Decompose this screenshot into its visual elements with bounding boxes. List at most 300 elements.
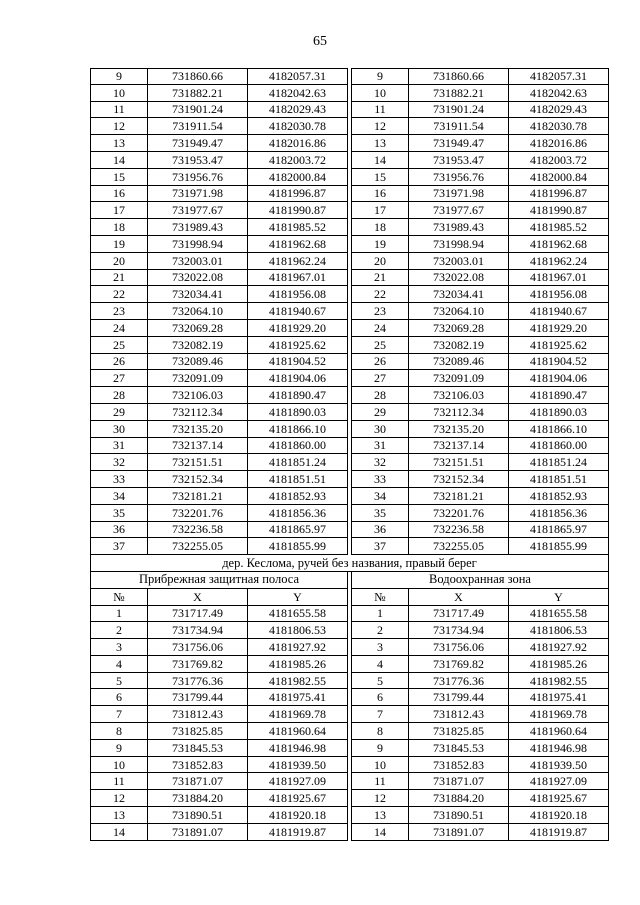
x-coordinate: 731860.66 <box>409 68 509 85</box>
x-coordinate: 731977.67 <box>409 202 509 219</box>
table-row <box>90 522 609 539</box>
table-row <box>90 169 609 186</box>
x-coordinate: 731734.94 <box>148 622 248 639</box>
x-coordinate: 732255.05 <box>148 538 248 555</box>
point-number: 1 <box>90 606 148 623</box>
x-coordinate: 731956.76 <box>148 169 248 186</box>
y-coordinate: 4181962.68 <box>509 236 609 253</box>
point-number: 26 <box>351 354 409 371</box>
y-coordinate: 4181967.01 <box>248 270 348 287</box>
point-number: 32 <box>90 454 148 471</box>
y-coordinate: 4181865.97 <box>248 522 348 539</box>
point-number: 29 <box>90 404 148 421</box>
x-coordinate: 732091.09 <box>409 370 509 387</box>
y-coordinate: 4181969.78 <box>248 706 348 723</box>
coordinates-table-continued <box>90 68 609 555</box>
point-number: 15 <box>90 169 148 186</box>
y-coordinate: 4181927.92 <box>248 639 348 656</box>
x-coordinate: 731884.20 <box>409 790 509 807</box>
point-number: 6 <box>90 689 148 706</box>
x-coordinate: 731734.94 <box>409 622 509 639</box>
table-row <box>90 102 609 119</box>
point-number: 23 <box>90 303 148 320</box>
table-row <box>90 152 609 169</box>
header-number: № <box>90 589 148 606</box>
y-coordinate: 4181904.52 <box>248 354 348 371</box>
y-coordinate: 4181919.87 <box>509 824 609 841</box>
x-coordinate: 732022.08 <box>148 270 248 287</box>
y-coordinate: 4181975.41 <box>509 689 609 706</box>
y-coordinate: 4181865.97 <box>509 522 609 539</box>
page-number: 65 <box>313 34 327 49</box>
x-coordinate: 731953.47 <box>409 152 509 169</box>
x-coordinate: 731882.21 <box>148 85 248 102</box>
y-coordinate: 4181855.99 <box>509 538 609 555</box>
y-coordinate: 4181890.03 <box>248 404 348 421</box>
table-row <box>90 186 609 203</box>
table-row <box>90 488 609 505</box>
table-row <box>90 723 609 740</box>
x-coordinate: 732106.03 <box>409 387 509 404</box>
y-coordinate: 4181967.01 <box>509 270 609 287</box>
x-coordinate: 732152.34 <box>409 471 509 488</box>
point-number: 37 <box>90 538 148 555</box>
table-row <box>90 85 609 102</box>
y-coordinate: 4181927.09 <box>509 773 609 790</box>
table-row <box>90 118 609 135</box>
point-number: 25 <box>351 337 409 354</box>
x-coordinate: 732201.76 <box>409 505 509 522</box>
x-coordinate: 731977.67 <box>148 202 248 219</box>
point-number: 26 <box>90 354 148 371</box>
y-coordinate: 4181956.08 <box>509 286 609 303</box>
table-row <box>90 202 609 219</box>
point-number: 22 <box>90 286 148 303</box>
point-number: 32 <box>351 454 409 471</box>
table-row <box>90 757 609 774</box>
point-number: 14 <box>351 824 409 841</box>
point-number: 27 <box>351 370 409 387</box>
x-coordinate: 732034.41 <box>409 286 509 303</box>
point-number: 35 <box>351 505 409 522</box>
x-coordinate: 731882.21 <box>409 85 509 102</box>
point-number: 3 <box>351 639 409 656</box>
point-number: 4 <box>90 656 148 673</box>
point-number: 36 <box>90 522 148 539</box>
x-coordinate: 731860.66 <box>148 68 248 85</box>
table-row <box>90 689 609 706</box>
x-coordinate: 731998.94 <box>148 236 248 253</box>
y-coordinate: 4181946.98 <box>248 740 348 757</box>
section-header-row <box>90 589 609 606</box>
point-number: 11 <box>351 773 409 790</box>
table-row <box>90 706 609 723</box>
x-coordinate: 732064.10 <box>409 303 509 320</box>
y-coordinate: 4182016.86 <box>248 135 348 152</box>
y-coordinate: 4181860.00 <box>509 438 609 455</box>
point-number: 36 <box>351 522 409 539</box>
point-number: 23 <box>351 303 409 320</box>
y-coordinate: 4181904.06 <box>248 370 348 387</box>
point-number: 13 <box>351 135 409 152</box>
point-number: 30 <box>351 421 409 438</box>
y-coordinate: 4182016.86 <box>509 135 609 152</box>
table-row <box>90 270 609 287</box>
y-coordinate: 4181890.47 <box>248 387 348 404</box>
x-coordinate: 731989.43 <box>148 219 248 236</box>
point-number: 19 <box>351 236 409 253</box>
table-row <box>90 421 609 438</box>
point-number: 35 <box>90 505 148 522</box>
x-coordinate: 732089.46 <box>148 354 248 371</box>
point-number: 7 <box>351 706 409 723</box>
table-row <box>90 740 609 757</box>
x-coordinate: 732152.34 <box>148 471 248 488</box>
y-coordinate: 4181990.87 <box>248 202 348 219</box>
x-coordinate: 732201.76 <box>148 505 248 522</box>
table-row <box>90 253 609 270</box>
table-row <box>90 639 609 656</box>
y-coordinate: 4182003.72 <box>509 152 609 169</box>
y-coordinate: 4181990.87 <box>509 202 609 219</box>
x-coordinate: 732181.21 <box>409 488 509 505</box>
y-coordinate: 4181927.09 <box>248 773 348 790</box>
x-coordinate: 732069.28 <box>409 320 509 337</box>
point-number: 19 <box>90 236 148 253</box>
point-number: 9 <box>90 740 148 757</box>
x-coordinate: 731949.47 <box>409 135 509 152</box>
point-number: 20 <box>351 253 409 270</box>
y-coordinate: 4181856.36 <box>509 505 609 522</box>
point-number: 6 <box>351 689 409 706</box>
point-number: 7 <box>90 706 148 723</box>
y-coordinate: 4182057.31 <box>509 68 609 85</box>
y-coordinate: 4182029.43 <box>509 102 609 119</box>
y-coordinate: 4181925.67 <box>509 790 609 807</box>
x-coordinate: 731891.07 <box>409 824 509 841</box>
y-coordinate: 4181920.18 <box>248 807 348 824</box>
point-number: 16 <box>351 186 409 203</box>
y-coordinate: 4181996.87 <box>248 186 348 203</box>
x-coordinate: 731871.07 <box>409 773 509 790</box>
x-coordinate: 731717.49 <box>409 606 509 623</box>
x-coordinate: 732137.14 <box>148 438 248 455</box>
point-number: 18 <box>90 219 148 236</box>
point-number: 29 <box>351 404 409 421</box>
x-coordinate: 731845.53 <box>409 740 509 757</box>
y-coordinate: 4181925.62 <box>248 337 348 354</box>
y-coordinate: 4181940.67 <box>509 303 609 320</box>
point-number: 8 <box>351 723 409 740</box>
x-coordinate: 732112.34 <box>409 404 509 421</box>
x-coordinate: 732034.41 <box>148 286 248 303</box>
point-number: 9 <box>351 68 409 85</box>
x-coordinate: 731911.54 <box>148 118 248 135</box>
x-coordinate: 731956.76 <box>409 169 509 186</box>
x-coordinate: 732003.01 <box>409 253 509 270</box>
x-coordinate: 731756.06 <box>409 639 509 656</box>
x-coordinate: 732151.51 <box>409 454 509 471</box>
point-number: 31 <box>90 438 148 455</box>
table-row <box>90 505 609 522</box>
point-number: 24 <box>351 320 409 337</box>
table-row <box>90 807 609 824</box>
point-number: 37 <box>351 538 409 555</box>
point-number: 28 <box>351 387 409 404</box>
table-row <box>90 606 609 623</box>
point-number: 11 <box>90 773 148 790</box>
x-coordinate: 731998.94 <box>409 236 509 253</box>
x-coordinate: 731717.49 <box>148 606 248 623</box>
table-row <box>90 354 609 371</box>
x-coordinate: 731890.51 <box>148 807 248 824</box>
x-coordinate: 731825.85 <box>148 723 248 740</box>
point-number: 3 <box>90 639 148 656</box>
y-coordinate: 4181919.87 <box>248 824 348 841</box>
table-row <box>90 68 609 85</box>
point-number: 30 <box>90 421 148 438</box>
y-coordinate: 4181956.08 <box>248 286 348 303</box>
x-coordinate: 732064.10 <box>148 303 248 320</box>
x-coordinate: 732137.14 <box>409 438 509 455</box>
y-coordinate: 4181985.52 <box>509 219 609 236</box>
y-coordinate: 4182030.78 <box>248 118 348 135</box>
x-coordinate: 732022.08 <box>409 270 509 287</box>
x-coordinate: 732236.58 <box>148 522 248 539</box>
y-coordinate: 4181855.99 <box>248 538 348 555</box>
y-coordinate: 4181939.50 <box>509 757 609 774</box>
point-number: 34 <box>351 488 409 505</box>
y-coordinate: 4181960.64 <box>509 723 609 740</box>
y-coordinate: 4181969.78 <box>509 706 609 723</box>
x-coordinate: 731871.07 <box>148 773 248 790</box>
header-x: X <box>409 589 509 606</box>
y-coordinate: 4181806.53 <box>248 622 348 639</box>
y-coordinate: 4181851.51 <box>248 471 348 488</box>
y-coordinate: 4181655.58 <box>509 606 609 623</box>
point-number: 33 <box>90 471 148 488</box>
y-coordinate: 4181890.47 <box>509 387 609 404</box>
point-number: 28 <box>90 387 148 404</box>
section-title: дер. Кеслома, ручей без названия, правый берег <box>90 555 609 572</box>
header-x: X <box>148 589 248 606</box>
point-number: 20 <box>90 253 148 270</box>
x-coordinate: 731971.98 <box>409 186 509 203</box>
y-coordinate: 4182000.84 <box>248 169 348 186</box>
table-row <box>90 219 609 236</box>
point-number: 12 <box>90 118 148 135</box>
y-coordinate: 4181962.24 <box>509 253 609 270</box>
table-row <box>90 790 609 807</box>
point-number: 25 <box>90 337 148 354</box>
y-coordinate: 4182003.72 <box>248 152 348 169</box>
point-number: 14 <box>351 152 409 169</box>
point-number: 11 <box>351 102 409 119</box>
x-coordinate: 732069.28 <box>148 320 248 337</box>
x-coordinate: 731953.47 <box>148 152 248 169</box>
point-number: 9 <box>351 740 409 757</box>
point-number: 34 <box>90 488 148 505</box>
y-coordinate: 4181806.53 <box>509 622 609 639</box>
coordinates-table-section <box>90 606 609 841</box>
x-coordinate: 731884.20 <box>148 790 248 807</box>
y-coordinate: 4181851.51 <box>509 471 609 488</box>
x-coordinate: 731769.82 <box>409 656 509 673</box>
x-coordinate: 731852.83 <box>148 757 248 774</box>
x-coordinate: 731825.85 <box>409 723 509 740</box>
y-coordinate: 4181946.98 <box>509 740 609 757</box>
point-number: 13 <box>90 807 148 824</box>
point-number: 2 <box>351 622 409 639</box>
x-coordinate: 731852.83 <box>409 757 509 774</box>
y-coordinate: 4181975.41 <box>248 689 348 706</box>
x-coordinate: 731845.53 <box>148 740 248 757</box>
point-number: 10 <box>90 85 148 102</box>
y-coordinate: 4181996.87 <box>509 186 609 203</box>
point-number: 13 <box>90 135 148 152</box>
table-row <box>90 236 609 253</box>
y-coordinate: 4181982.55 <box>248 673 348 690</box>
point-number: 21 <box>90 270 148 287</box>
y-coordinate: 4181852.93 <box>509 488 609 505</box>
point-number: 5 <box>90 673 148 690</box>
table-row <box>90 824 609 841</box>
y-coordinate: 4181985.26 <box>248 656 348 673</box>
x-coordinate: 732003.01 <box>148 253 248 270</box>
y-coordinate: 4181962.68 <box>248 236 348 253</box>
y-coordinate: 4181982.55 <box>509 673 609 690</box>
x-coordinate: 731799.44 <box>409 689 509 706</box>
x-coordinate: 732181.21 <box>148 488 248 505</box>
table-row <box>90 471 609 488</box>
table-row <box>90 673 609 690</box>
x-coordinate: 731901.24 <box>148 102 248 119</box>
table-row <box>90 622 609 639</box>
table-row <box>90 320 609 337</box>
y-coordinate: 4182030.78 <box>509 118 609 135</box>
y-coordinate: 4181940.67 <box>248 303 348 320</box>
left-subsection-title: Прибрежная защитная полоса <box>90 572 348 589</box>
table-row <box>90 773 609 790</box>
x-coordinate: 731799.44 <box>148 689 248 706</box>
x-coordinate: 731756.06 <box>148 639 248 656</box>
right-subsection-title: Водоохранная зона <box>351 572 609 589</box>
point-number: 4 <box>351 656 409 673</box>
subsection-titles-row <box>90 572 609 589</box>
point-number: 22 <box>351 286 409 303</box>
y-coordinate: 4181856.36 <box>248 505 348 522</box>
y-coordinate: 4182000.84 <box>509 169 609 186</box>
y-coordinate: 4182057.31 <box>248 68 348 85</box>
point-number: 17 <box>351 202 409 219</box>
table-row <box>90 387 609 404</box>
x-coordinate: 731971.98 <box>148 186 248 203</box>
x-coordinate: 731911.54 <box>409 118 509 135</box>
x-coordinate: 731776.36 <box>409 673 509 690</box>
point-number: 31 <box>351 438 409 455</box>
table-row <box>90 303 609 320</box>
point-number: 14 <box>90 152 148 169</box>
x-coordinate: 731776.36 <box>148 673 248 690</box>
point-number: 14 <box>90 824 148 841</box>
point-number: 33 <box>351 471 409 488</box>
x-coordinate: 732112.34 <box>148 404 248 421</box>
y-coordinate: 4181962.24 <box>248 253 348 270</box>
y-coordinate: 4181904.06 <box>509 370 609 387</box>
y-coordinate: 4181851.24 <box>509 454 609 471</box>
point-number: 18 <box>351 219 409 236</box>
x-coordinate: 732255.05 <box>409 538 509 555</box>
point-number: 21 <box>351 270 409 287</box>
point-number: 16 <box>90 186 148 203</box>
y-coordinate: 4181985.26 <box>509 656 609 673</box>
y-coordinate: 4181852.93 <box>248 488 348 505</box>
y-coordinate: 4182042.63 <box>248 85 348 102</box>
y-coordinate: 4181890.03 <box>509 404 609 421</box>
y-coordinate: 4182042.63 <box>509 85 609 102</box>
x-coordinate: 732082.19 <box>409 337 509 354</box>
x-coordinate: 732236.58 <box>409 522 509 539</box>
x-coordinate: 732091.09 <box>148 370 248 387</box>
point-number: 10 <box>351 757 409 774</box>
y-coordinate: 4181929.20 <box>248 320 348 337</box>
x-coordinate: 731891.07 <box>148 824 248 841</box>
table-row <box>90 404 609 421</box>
x-coordinate: 731812.43 <box>409 706 509 723</box>
point-number: 24 <box>90 320 148 337</box>
table-row <box>90 538 609 555</box>
x-coordinate: 732106.03 <box>148 387 248 404</box>
y-coordinate: 4181920.18 <box>509 807 609 824</box>
x-coordinate: 732089.46 <box>409 354 509 371</box>
y-coordinate: 4181985.52 <box>248 219 348 236</box>
y-coordinate: 4181925.62 <box>509 337 609 354</box>
y-coordinate: 4181860.00 <box>248 438 348 455</box>
x-coordinate: 731949.47 <box>148 135 248 152</box>
x-coordinate: 731901.24 <box>409 102 509 119</box>
coordinates-document <box>90 68 609 841</box>
x-coordinate: 731989.43 <box>409 219 509 236</box>
header-number: № <box>351 589 409 606</box>
table-row <box>90 656 609 673</box>
point-number: 12 <box>351 790 409 807</box>
x-coordinate: 732082.19 <box>148 337 248 354</box>
x-coordinate: 732151.51 <box>148 454 248 471</box>
y-coordinate: 4181929.20 <box>509 320 609 337</box>
point-number: 8 <box>90 723 148 740</box>
x-coordinate: 731812.43 <box>148 706 248 723</box>
table-row <box>90 438 609 455</box>
x-coordinate: 732135.20 <box>148 421 248 438</box>
point-number: 15 <box>351 169 409 186</box>
header-y: Y <box>248 589 348 606</box>
table-row <box>90 370 609 387</box>
table-row <box>90 337 609 354</box>
point-number: 12 <box>90 790 148 807</box>
y-coordinate: 4181866.10 <box>509 421 609 438</box>
x-coordinate: 731769.82 <box>148 656 248 673</box>
y-coordinate: 4181925.67 <box>248 790 348 807</box>
table-row <box>90 454 609 471</box>
point-number: 13 <box>351 807 409 824</box>
x-coordinate: 732135.20 <box>409 421 509 438</box>
point-number: 11 <box>90 102 148 119</box>
y-coordinate: 4181904.52 <box>509 354 609 371</box>
point-number: 12 <box>351 118 409 135</box>
table-row <box>90 286 609 303</box>
y-coordinate: 4181960.64 <box>248 723 348 740</box>
x-coordinate: 731890.51 <box>409 807 509 824</box>
